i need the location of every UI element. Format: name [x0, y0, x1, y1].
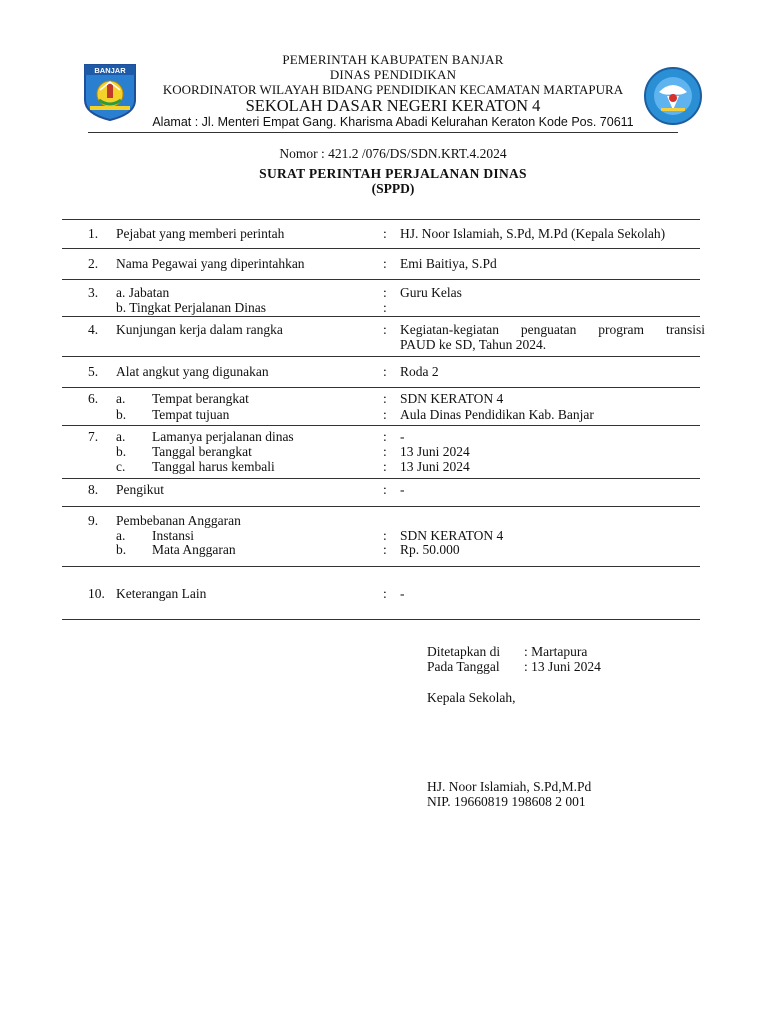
signature-date-value: : 13 Juni 2024	[524, 659, 601, 674]
table-line	[62, 619, 700, 620]
row-label-departure-place: Tempat berangkat	[152, 391, 249, 406]
row-colon: :	[383, 444, 387, 459]
row-colon: :	[383, 226, 387, 241]
row-sub-letter: a.	[116, 528, 126, 543]
signature-place-label: Ditetapkan di	[427, 644, 501, 659]
row-sub-letter: c.	[116, 459, 126, 474]
row-value-duration: -	[400, 429, 405, 444]
row-value-destination: Aula Dinas Pendidikan Kab. Banjar	[400, 407, 594, 422]
purpose-line-2: PAUD ke SD, Tahun 2024.	[400, 337, 547, 352]
row-number: 6.	[88, 391, 99, 406]
row-label-departure-date: Tanggal berangkat	[152, 444, 252, 459]
row-label-budget: Pembebanan Anggaran	[116, 513, 241, 528]
signature-date-label: Pada Tanggal	[427, 659, 500, 674]
document-title: SURAT PERINTAH PERJALANAN DINAS	[259, 166, 527, 181]
row-colon: :	[383, 285, 387, 300]
row-value-transport: Roda 2	[400, 364, 439, 379]
row-number: 1.	[88, 226, 99, 241]
logo-banjar-text: BANJAR	[94, 66, 126, 75]
row-sub-letter: b.	[116, 444, 127, 459]
row-number: 4.	[88, 322, 99, 337]
row-colon: :	[383, 391, 387, 406]
row-label-companions: Pengikut	[116, 482, 165, 497]
row-label-other-notes: Keterangan Lain	[116, 586, 207, 601]
purpose-line-1: Kegiatan-kegiatan penguatan program transisi	[400, 322, 705, 337]
row-value-departure-date: 13 Juni 2024	[400, 444, 470, 459]
row-sub-letter: b.	[116, 542, 127, 557]
document-subtitle: (SPPD)	[371, 181, 415, 196]
row-label-destination: Tempat tujuan	[152, 407, 230, 422]
row-label-employee: Nama Pegawai yang diperintahkan	[116, 256, 305, 271]
row-colon: :	[383, 300, 387, 315]
header-school-name: SEKOLAH DASAR NEGERI KERATON 4	[245, 96, 541, 115]
row-label-return-date: Tanggal harus kembali	[152, 459, 275, 474]
table-line	[62, 387, 700, 388]
row-colon: :	[383, 322, 387, 337]
row-number: 3.	[88, 285, 99, 300]
row-value-employee: Emi Baitiya, S.Pd	[400, 256, 497, 271]
header-divider	[88, 132, 678, 133]
row-number: 5.	[88, 364, 99, 379]
row-label-position: a. Jabatan	[116, 285, 170, 300]
row-colon: :	[383, 407, 387, 422]
row-label-transport: Alat angkut yang digunakan	[116, 364, 269, 379]
row-value-agency: SDN KERATON 4	[400, 528, 504, 543]
row-colon: :	[383, 256, 387, 271]
table-line	[62, 279, 700, 280]
row-colon: :	[383, 429, 387, 444]
signature-name: HJ. Noor Islamiah, S.Pd,M.Pd	[427, 779, 592, 794]
row-colon: :	[383, 459, 387, 474]
row-sub-letter: b.	[116, 407, 127, 422]
row-value-companions: -	[400, 482, 405, 497]
row-number: 2.	[88, 256, 99, 271]
table-line	[62, 356, 700, 357]
row-label-travel-level: b. Tingkat Perjalanan Dinas	[116, 300, 266, 315]
row-value-position: Guru Kelas	[400, 285, 462, 300]
row-colon: :	[383, 528, 387, 543]
row-colon: :	[383, 542, 387, 557]
row-value-return-date: 13 Juni 2024	[400, 459, 470, 474]
row-colon: :	[383, 364, 387, 379]
table-line	[62, 316, 700, 317]
row-value-purpose	[400, 322, 705, 352]
row-colon: :	[383, 482, 387, 497]
row-value-departure-place: SDN KERATON 4	[400, 391, 504, 406]
row-value-issuer: HJ. Noor Islamiah, S.Pd, M.Pd (Kepala Sekolah)	[400, 226, 666, 241]
row-number: 9.	[88, 513, 99, 528]
table-line	[62, 506, 700, 507]
row-value-budget-item: Rp. 50.000	[400, 542, 460, 557]
table-line	[62, 425, 700, 426]
table-line	[62, 219, 700, 220]
letter-number: Nomor : 421.2 /076/DS/SDN.KRT.4.2024	[279, 146, 507, 161]
row-sub-letter: a.	[116, 391, 126, 406]
row-label-purpose: Kunjungan kerja dalam rangka	[116, 322, 283, 337]
header-government: PEMERINTAH KABUPATEN BANJAR	[282, 52, 504, 67]
row-label-agency: Instansi	[152, 528, 194, 543]
row-label-issuer: Pejabat yang memberi perintah	[116, 226, 285, 241]
row-number: 8.	[88, 482, 99, 497]
row-sub-letter: a.	[116, 429, 126, 444]
row-label-duration: Lamanya perjalanan dinas	[152, 429, 294, 444]
row-number: 7.	[88, 429, 99, 444]
row-colon: :	[383, 586, 387, 601]
signature-role: Kepala Sekolah,	[427, 690, 516, 705]
signature-place-value: : Martapura	[524, 644, 588, 659]
table-line	[62, 248, 700, 249]
table-line	[62, 566, 700, 567]
table-line	[62, 478, 700, 479]
header-address: Alamat : Jl. Menteri Empat Gang. Kharisma Abadi Kelurahan Keraton Kode Pos. 70611	[152, 115, 634, 129]
row-label-budget-item: Mata Anggaran	[152, 542, 236, 557]
signature-nip: NIP. 19660819 198608 2 001	[427, 794, 586, 809]
header-coordinator: KOORDINATOR WILAYAH BIDANG PENDIDIKAN KECAMATAN MARTAPURA	[162, 82, 624, 97]
row-number: 10.	[88, 586, 105, 601]
header-department: DINAS PENDIDIKAN	[329, 67, 457, 82]
row-value-other-notes: -	[400, 586, 405, 601]
